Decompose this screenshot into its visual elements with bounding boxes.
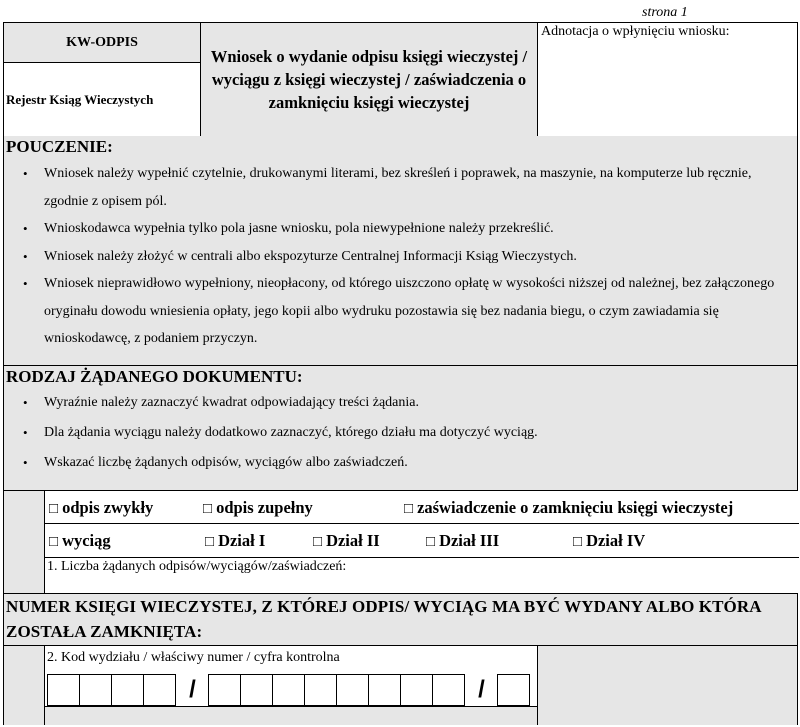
checkbox-dzial-1[interactable]	[205, 531, 265, 551]
book-number-heading: NUMER KSIĘGI WIECZYSTEJ, Z KTÓREJ ODPIS/ WYCIĄG MA BYĆ WYDANY ALBO KTÓRA ZOSTAŁA ZAMKNIĘTA:	[6, 597, 761, 641]
list-item: • Dla żądania wyciągu należy dodatkowo zaznaczyć, którego działu ma dotyczyć wyciąg.	[44, 418, 793, 448]
options-row-copy	[45, 491, 799, 524]
list-item: • Wniosek należy wypełnić czytelnie, drukowanymi literami, bez skreśleń i poprawek, na maszynie, na komputerze lub ręcznie, zgodnie z opisem pól.	[44, 160, 793, 215]
checkbox-odpis-zupelny[interactable]	[203, 498, 313, 518]
book-number-field	[44, 646, 538, 725]
checkbox-icon: □	[205, 534, 215, 550]
form-header	[3, 22, 798, 136]
annotation-field[interactable]	[538, 23, 797, 136]
form-code: KW-ODPIS	[4, 23, 201, 63]
checkbox-icon: □	[573, 534, 583, 550]
check-digit-cell[interactable]	[497, 674, 530, 706]
checkbox-dzial-2[interactable]	[313, 531, 380, 551]
separator-slash: /	[478, 676, 485, 703]
book-number-cell[interactable]	[336, 674, 369, 706]
page-number: strona 1	[642, 5, 688, 20]
document-type-list	[4, 387, 797, 478]
option-label: wyciąg	[62, 531, 111, 550]
instructions-list	[4, 157, 797, 353]
option-label: zaświadczenie o zamknięciu księgi wieczystej	[417, 498, 734, 517]
option-label: Dział IV	[586, 531, 646, 550]
book-number-section	[3, 594, 798, 646]
book-number-block	[3, 646, 798, 725]
checkbox-icon: □	[203, 501, 213, 517]
checkbox-odpis-zwykly[interactable]	[49, 498, 153, 518]
list-item: • Wniosek należy złożyć w centrali albo ekspozyturze Centralnej Informacji Ksiąg Wieczystych.	[44, 243, 793, 271]
form-title: Wniosek o wydanie odpisu księgi wieczystej / wyciągu z księgi wieczystej / zaświadczenia o zamknięciu księgi wieczystej	[201, 23, 538, 136]
book-number-footer	[45, 706, 537, 725]
checkbox-dzial-4[interactable]	[573, 531, 645, 551]
document-options	[3, 491, 798, 594]
list-item: • Wskazać liczbę żądanych odpisów, wyciągów albo zaświadczeń.	[44, 448, 793, 478]
option-label: Dział III	[439, 531, 500, 550]
instructions-heading: POUCZENIE:	[6, 137, 113, 156]
book-number-cell[interactable]	[208, 674, 241, 706]
book-number-cell[interactable]	[240, 674, 273, 706]
application-form	[3, 22, 798, 725]
court-code-cell[interactable]	[79, 674, 112, 706]
document-type-heading: RODZAJ ŻĄDANEGO DOKUMENTU:	[6, 367, 303, 386]
checkbox-icon: □	[313, 534, 323, 550]
checkbox-icon: □	[49, 501, 59, 517]
checkbox-icon: □	[49, 534, 59, 550]
options-row-extract	[45, 524, 799, 558]
count-field[interactable]	[45, 558, 799, 593]
annotation-label: Adnotacja o wpłynięciu wniosku:	[541, 24, 730, 39]
book-number-label: 2. Kod wydziału / właściwy numer / cyfra kontrolna	[47, 650, 340, 665]
book-number-cell[interactable]	[432, 674, 465, 706]
option-label: Dział I	[218, 531, 266, 550]
court-code-cell[interactable]	[47, 674, 80, 706]
book-number-cell[interactable]	[272, 674, 305, 706]
option-label: odpis zwykły	[62, 498, 154, 517]
book-number-cell[interactable]	[304, 674, 337, 706]
list-item: • Wnioskodawca wypełnia tylko pola jasne wniosku, pola niewypełnione należy przekreślić.	[44, 215, 793, 243]
book-number-cells	[47, 674, 530, 706]
registry-name: Rejestr Ksiąg Wieczystych	[4, 63, 201, 136]
list-item: • Wniosek nieprawidłowo wypełniony, nieopłacony, od którego uiszczono opłatę w wysokości niższej od należnej, bez załączonego oryginału dowodu wniesienia opłaty, jego kopii albo wydruku pozostawia się bez nadania biegu, o czym zawiadamia się wnioskodawcę, z podaniem przyczyn.	[44, 270, 793, 353]
document-type-section	[3, 366, 798, 491]
document-options-panel	[44, 491, 798, 593]
checkbox-zaswiadczenie[interactable]	[404, 498, 733, 518]
court-code-cell[interactable]	[143, 674, 176, 706]
checkbox-dzial-3[interactable]	[426, 531, 499, 551]
count-label: 1. Liczba żądanych odpisów/wyciągów/zaświadczeń:	[47, 559, 347, 574]
checkbox-icon: □	[426, 534, 436, 550]
instructions-section	[3, 136, 798, 366]
checkbox-wyciag[interactable]	[49, 531, 111, 551]
checkbox-icon: □	[404, 501, 414, 517]
book-number-cell[interactable]	[400, 674, 433, 706]
court-code-cell[interactable]	[111, 674, 144, 706]
separator-slash: /	[189, 676, 196, 703]
option-label: Dział II	[326, 531, 380, 550]
list-item: • Wyraźnie należy zaznaczyć kwadrat odpowiadający treści żądania.	[44, 388, 793, 418]
book-number-cell[interactable]	[368, 674, 401, 706]
option-label: odpis zupełny	[216, 498, 313, 517]
